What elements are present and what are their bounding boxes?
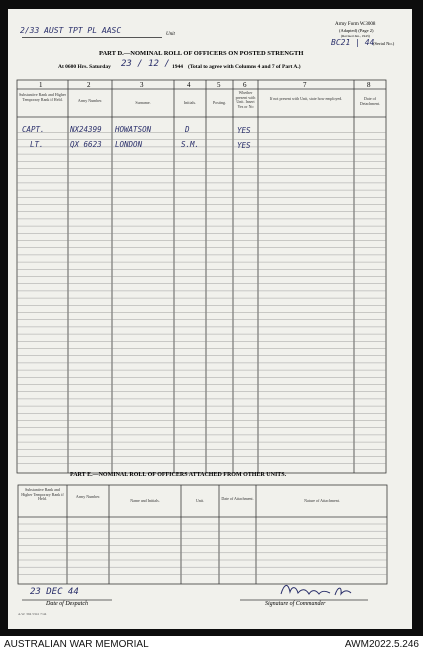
header-rank: Substantive Rank and Higher Temporary Rank if Held. xyxy=(19,92,66,102)
row-2-army-number: QX 6623 xyxy=(70,140,102,149)
col-number-1: 1 xyxy=(39,81,43,89)
part-e-header-unit: Unit. xyxy=(195,498,205,503)
row-2-present: YES xyxy=(237,141,251,150)
part-e-header-attachment-date: Date of Attachment. xyxy=(221,496,254,501)
header-employment: If not present with Unit, state how employed. xyxy=(269,96,343,101)
row-1-rank: CAPT. xyxy=(22,125,45,134)
unit-handwritten: 2/33 AUST TPT PL AASC xyxy=(20,26,122,35)
part-e-header-army-number: Army Number. xyxy=(75,494,101,499)
part-e-grid xyxy=(8,9,412,629)
col-number-8: 8 xyxy=(367,81,371,89)
form-adapted: (Adapted) (Page 2) xyxy=(339,28,374,33)
col-number-3: 3 xyxy=(140,81,144,89)
col-number-6: 6 xyxy=(243,81,247,89)
header-army-number: Army Number. xyxy=(77,98,103,103)
part-e-header-rank: Substantive Rank and Higher Temporary Rank if Held. xyxy=(21,487,64,501)
part-d-title: PART D.—NOMINAL ROLL OF OFFICERS ON POSTED STRENGTH xyxy=(99,50,304,57)
serial-handwritten: BC21 | 44 xyxy=(331,38,375,47)
printer-note: A.W. 394 5341 7/44 xyxy=(18,612,47,616)
row-1-army-number: NX24399 xyxy=(70,125,102,134)
army-form-page xyxy=(8,9,412,629)
header-initials: Initials. xyxy=(183,100,197,105)
time-suffix: (Total to agree with Columns 4 and 7 of Part A.) xyxy=(188,64,301,70)
row-1-present: YES xyxy=(237,126,251,135)
despatch-date-handwritten: 23 DEC 44 xyxy=(30,587,79,597)
col-number-7: 7 xyxy=(303,81,307,89)
row-1-initials: D xyxy=(185,125,190,134)
archive-reference: AWM2022.5.246 xyxy=(344,639,419,650)
col-number-2: 2 xyxy=(87,81,91,89)
part-e-header-name: Name and Initials. xyxy=(130,498,160,503)
row-2-rank: LT. xyxy=(30,140,44,149)
row-2-initials: S.M. xyxy=(181,140,200,149)
header-posting: Posting. xyxy=(212,100,226,105)
part-e-title: PART E.—NOMINAL ROLL OF OFFICERS ATTACHED FROM OTHER UNITS. xyxy=(70,472,287,478)
roll-year: 1944 xyxy=(172,64,183,70)
roll-date-handwritten: 23 / 12 / xyxy=(121,59,170,69)
form-revised: (Revised Jan., 1943) xyxy=(341,34,370,38)
col-number-4: 4 xyxy=(187,81,191,89)
commander-signature xyxy=(278,580,358,600)
header-surname: Surname. xyxy=(135,100,151,105)
serial-label: (Serial No.) xyxy=(373,41,395,46)
col-number-5: 5 xyxy=(217,81,221,89)
despatch-label: Date of Despatch xyxy=(46,601,88,607)
form-number: Army Form W.3008 xyxy=(335,22,376,27)
row-2-surname: LONDON xyxy=(115,140,143,149)
archive-footer xyxy=(0,636,423,653)
row-1-surname: HOWATSON xyxy=(115,125,152,134)
time-prefix: At 0600 Hrs. Saturday xyxy=(58,64,111,70)
unit-label: Unit xyxy=(166,32,175,37)
archive-name: AUSTRALIAN WAR MEMORIAL xyxy=(4,639,149,650)
header-present: Whether present with Unit. Insert Yes or No xyxy=(235,90,256,109)
part-e-header-nature: Nature of Attachment. xyxy=(304,498,340,503)
header-detachment-date: Date of Detachment. xyxy=(359,96,381,106)
signature-label: Signature of Commander xyxy=(265,601,326,607)
